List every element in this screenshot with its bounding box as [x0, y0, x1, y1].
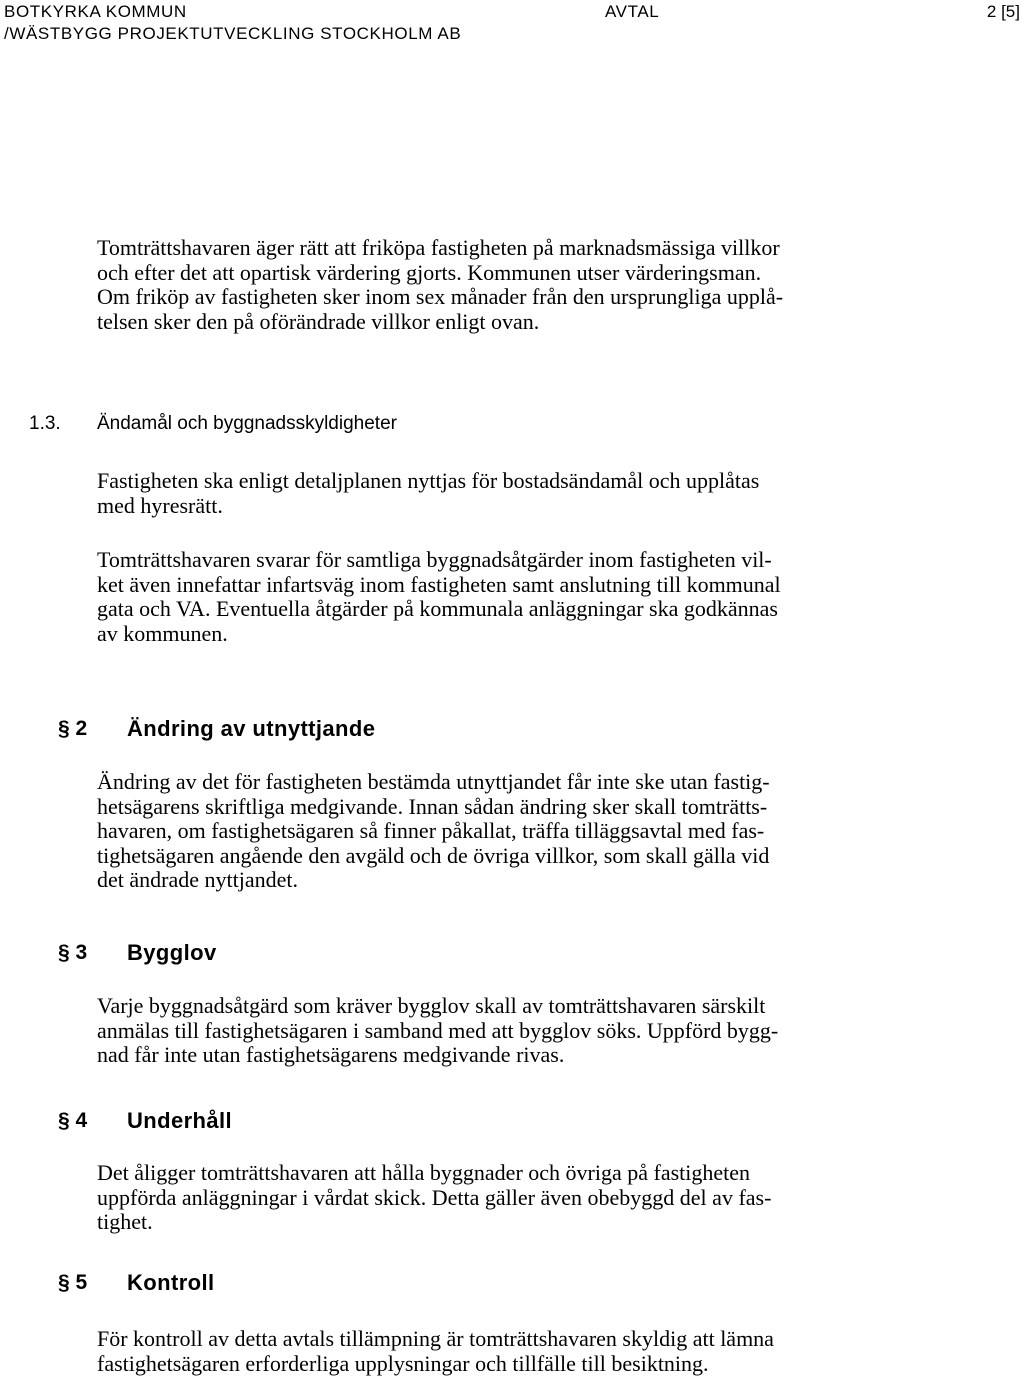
text-line: telsen sker den på oförändrade villkor enligt ovan. [97, 308, 540, 334]
text-line: Tomträttshavaren svarar för samtliga byggnadsåtgärder inom fastigheten vil- [97, 547, 772, 572]
section-paragraph [97, 1161, 897, 1235]
section-title: Underhåll [127, 1108, 233, 1133]
section-title: Ändring av utnyttjande [127, 716, 376, 741]
subsection-title: Ändamål och byggnadsskyldigheter [97, 413, 397, 434]
text-line: fastighetsägaren erforderliga upplysningar och tillfälle till besiktning. [97, 1350, 709, 1376]
text-line: med hyresrätt. [97, 492, 223, 518]
section-paragraph [97, 994, 897, 1068]
section-number: § 2 [58, 717, 88, 740]
section-title: Bygglov [127, 940, 217, 965]
text-line: av kommunen. [97, 620, 228, 646]
text-line: och efter det att opartisk värdering gjorts. Kommunen utser värderingsman. [97, 259, 762, 285]
text-line: nad får inte utan fastighetsägarens medgivande rivas. [97, 1042, 565, 1067]
header-party-2: /WÄSTBYGG PROJEKTUTVECKLING STOCKHOLM AB [4, 24, 462, 43]
section-number: § 5 [58, 1271, 88, 1294]
text-line: tighet. [97, 1209, 153, 1234]
intro-paragraph [97, 236, 897, 334]
subsection-number: 1.3. [29, 413, 61, 434]
section-number: § 3 [58, 941, 88, 964]
text-line: tighetsägaren angående den avgäld och de övriga villkor, som skall gälla vid [97, 842, 770, 868]
page-number: 2 [5] [986, 2, 1020, 21]
header-party-1: BOTKYRKA KOMMUN [4, 2, 187, 21]
text-line: anmälas till fastighetsägaren i samband med att bygglov söks. Uppförd bygg- [97, 1017, 779, 1043]
text-line: hetsägarens skriftliga medgivande. Innan sådan ändring sker skall tomträtts- [97, 793, 768, 819]
text-line: havaren, om fastighetsägaren så finner påkallat, träffa tilläggsavtal med fas- [97, 818, 765, 843]
text-line: ket även innefattar infartsväg inom fastigheten samt anslutning till kommunal [97, 571, 781, 597]
text-line: gata och VA. Eventuella åtgärder på kommunala anläggningar ska godkännas [97, 596, 778, 621]
section-title: Kontroll [127, 1270, 215, 1295]
text-line: Ändring av det för fastigheten bestämda utnyttjandet får inte ske utan fastig- [97, 769, 770, 794]
subsection-paragraph-1 [97, 469, 897, 518]
text-line: Om friköp av fastigheten sker inom sex månader från den ursprungliga upplå- [97, 284, 784, 309]
section-paragraph [97, 770, 897, 893]
text-line: För kontroll av detta avtals tillämpning är tomträttshavaren skyldig att lämna [97, 1326, 774, 1351]
header-doc-type: AVTAL [605, 2, 660, 21]
text-line: det ändrade nyttjandet. [97, 867, 298, 892]
section-number: § 4 [58, 1109, 88, 1132]
text-line: uppförda anläggningar i vårdat skick. Detta gäller även obebyggd del av fas- [97, 1184, 772, 1210]
text-line: Tomträttshavaren äger rätt att friköpa fastigheten på marknadsmässiga villkor [97, 235, 780, 260]
text-line: Varje byggnadsåtgärd som kräver bygglov skall av tomträttshavaren särskilt [97, 993, 766, 1018]
section-paragraph [97, 1327, 897, 1376]
subsection-paragraph-2 [97, 548, 897, 646]
text-line: Fastigheten ska enligt detaljplanen nyttjas för bostadsändamål och upplåtas [97, 468, 760, 493]
text-line: Det åligger tomträttshavaren att hålla byggnader och övriga på fastigheten [97, 1160, 751, 1185]
